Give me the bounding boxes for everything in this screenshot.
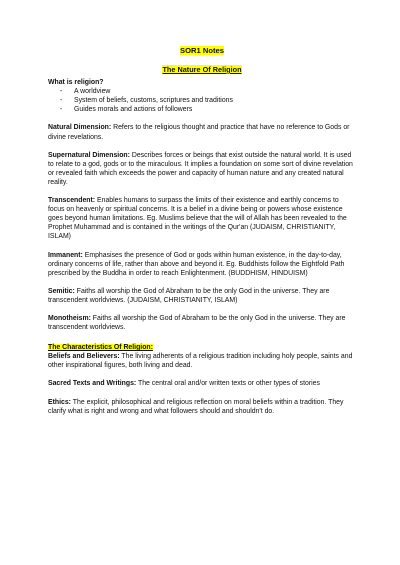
characteristic-sacred-texts (48, 379, 356, 388)
question-heading: What is religion? (48, 79, 104, 87)
section-heading-text: The Characteristics Of Religion: (48, 344, 153, 352)
definition-text: The explicit, philosophical and religious reflection on moral beliefs within a tradition. They clarify what is right and wrong and what followers should and shouldn't do. (48, 398, 344, 415)
list-item: - A worldview (60, 87, 356, 96)
definition-term: Natural Dimension: (48, 124, 112, 132)
definition-term: Immanent: (48, 251, 83, 259)
definition-semitic (48, 287, 356, 305)
title-text: SOR1 Notes (180, 46, 224, 55)
document-title (48, 46, 356, 56)
definition-text: The living adherents of a religious tradition including holy people, saints and other inspirational figures, both living and dead. (48, 353, 353, 370)
definition-text: Faiths all worship the God of Abraham to be the only God in the universe. They are transcendent worldviews. (48, 314, 346, 332)
definition-term: Sacred Texts and Writings: (48, 380, 137, 388)
definition-monotheism (48, 314, 356, 332)
definition-term: Monotheism: (48, 314, 91, 322)
section-heading (48, 343, 356, 352)
definition-text: Enables humans to surpass the limits of their existence and earthly concerns to focus on heavenly or spiritual concerns. It is a belief in a divine being or powers whose existence goes beyond human limitations. Eg. Muslims believe that the will of Allah has been revealed to the Prophet Muhammad and is contained in the writings of the Qur'an (JUDAISM, CHRISTIANITY, ISLAM) (48, 197, 347, 241)
definition-term: Ethics: (48, 398, 71, 406)
definition-text: Emphasises the presence of God or gods within human existence, in the day-to-day, ordinary concerns of life, rather than above and beyond it. Eg. Buddhists follow the Eightfold Path prescribed by the Buddha in order to reach Enlightenment. (BUDDHISM, HINDUISM) (48, 251, 345, 277)
list-item: - System of beliefs, customs, scriptures and traditions (60, 96, 356, 105)
definition-term: Supernatural Dimension: (48, 151, 130, 159)
definition-text: Describes forces or beings that exist outside the natural world. It is used to relate to a god, gods or to the miraculous. It implies a foundation on some sort of divine revelation or revealed faith which exceeds the power and capacity of human nature and any created natural reality. (48, 151, 353, 186)
definition-text: Refers to the religious thought and practice that have no reference to Gods or divine revelations. (48, 124, 350, 141)
definition-term: Beliefs and Believers: (48, 353, 120, 361)
definition-term: Transcendent: (48, 197, 96, 205)
subtitle-text: The Nature Of Religion (162, 65, 242, 74)
characteristic-ethics (48, 398, 356, 416)
definition-immanent (48, 251, 356, 278)
religion-bullet-list (48, 87, 356, 114)
definition-term: Semitic: (48, 287, 75, 295)
definition-supernatural (48, 151, 356, 187)
characteristic-beliefs (48, 352, 356, 370)
list-item: - Guides morals and actions of followers (60, 105, 356, 114)
definition-transcendent (48, 196, 356, 241)
definition-text: Faiths all worship the God of Abraham to be the only God in the universe. They are transcendent worldviews. (JUDAISM, CHRISTIANITY, ISLAM) (48, 287, 330, 304)
definition-text: The central oral and/or written texts or other types of stories (138, 380, 320, 388)
document-subtitle (48, 65, 356, 74)
definition-natural (48, 123, 356, 141)
